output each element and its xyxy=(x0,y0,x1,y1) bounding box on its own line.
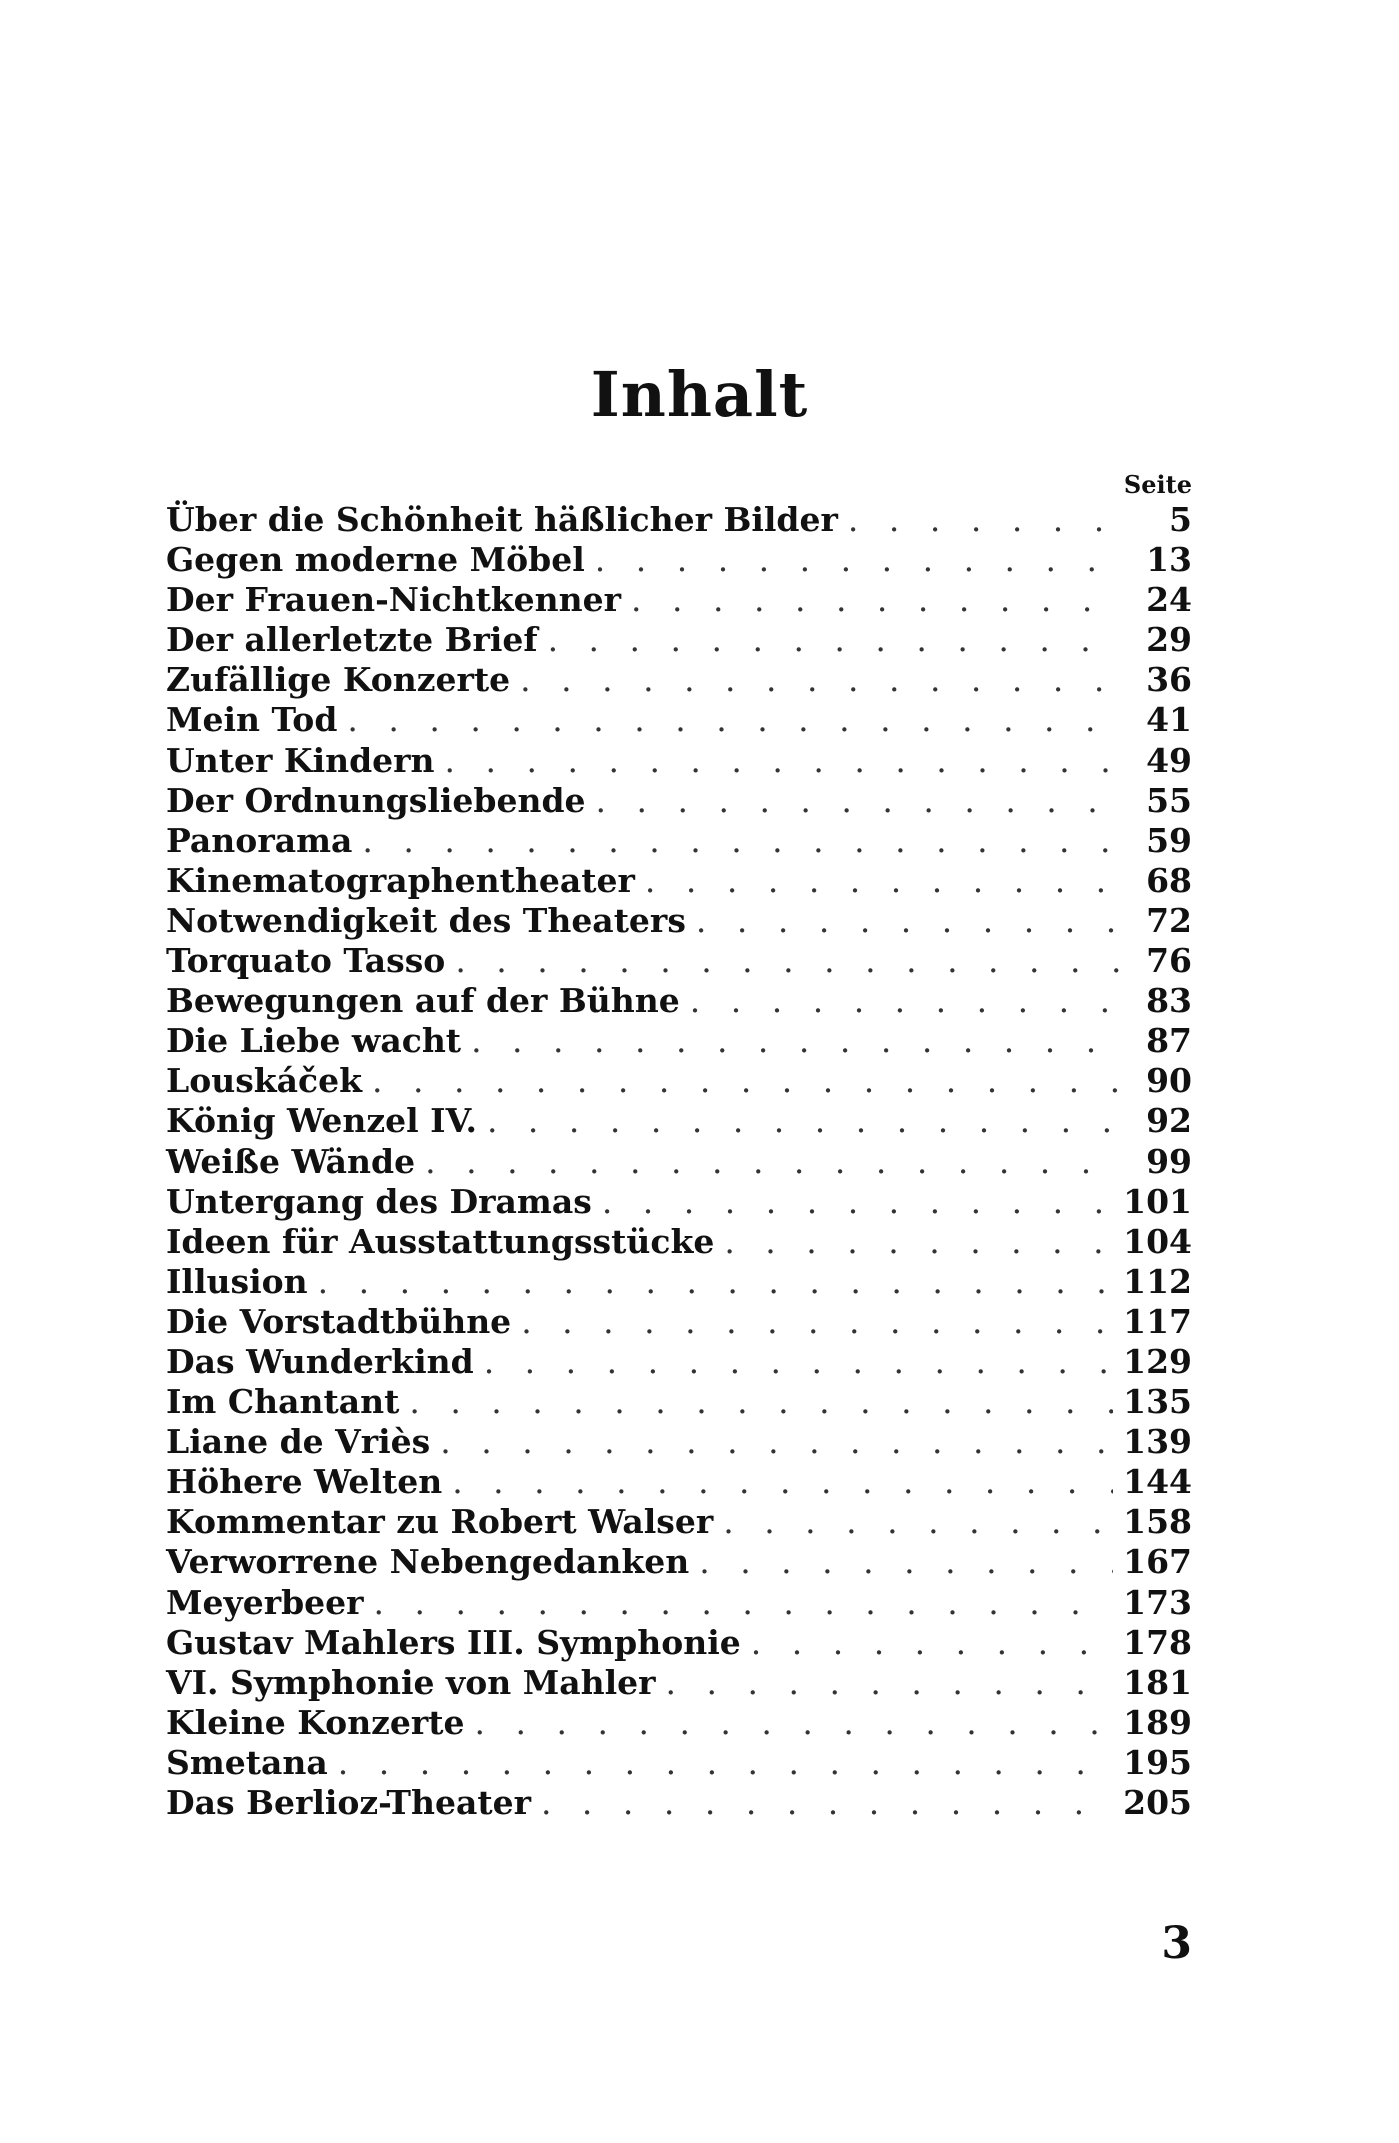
dot-leader xyxy=(475,1703,1114,1743)
dot-leader xyxy=(440,1422,1113,1462)
dot-leader xyxy=(696,901,1122,941)
toc-entry-title: Das Wunderkind xyxy=(166,1341,474,1381)
dot-leader xyxy=(645,861,1122,901)
dot-leader xyxy=(596,781,1122,821)
toc-entry xyxy=(166,1542,1192,1582)
dot-leader xyxy=(455,941,1122,981)
toc-entry-title: Untergang des Dramas xyxy=(166,1181,592,1221)
toc-entry-page: 55 xyxy=(1146,780,1192,820)
dot-leader xyxy=(548,620,1122,660)
toc-entry xyxy=(166,1262,1192,1302)
dot-leader xyxy=(723,1502,1113,1542)
toc-entry-title: Mein Tod xyxy=(166,700,338,740)
dot-leader xyxy=(541,1783,1113,1823)
toc-entry-page: 13 xyxy=(1146,540,1192,580)
dot-leader xyxy=(520,660,1122,700)
toc-entry-page: 72 xyxy=(1146,900,1192,940)
dot-leader xyxy=(338,1743,1113,1783)
toc-entry-page: 101 xyxy=(1123,1181,1192,1221)
dot-leader xyxy=(690,981,1122,1021)
toc-entry xyxy=(166,1783,1192,1823)
toc-entry-title: Kommentar zu Robert Walser xyxy=(166,1502,714,1542)
toc-entry-page: 24 xyxy=(1146,580,1192,620)
toc-entry-title: Unter Kindern xyxy=(166,740,435,780)
dot-leader xyxy=(409,1382,1113,1422)
toc-entry xyxy=(166,941,1192,981)
toc-entry xyxy=(166,861,1192,901)
toc-entry-title: Im Chantant xyxy=(166,1382,400,1422)
dot-leader xyxy=(374,1583,1114,1623)
toc-entry xyxy=(166,1663,1192,1703)
toc-entry-page: 178 xyxy=(1123,1622,1192,1662)
toc-entry xyxy=(166,660,1192,700)
toc-entry-page: 5 xyxy=(1169,500,1192,539)
toc-entry-page: 49 xyxy=(1146,740,1192,780)
toc-entry xyxy=(166,1703,1192,1743)
toc-entry-page: 76 xyxy=(1146,941,1192,981)
dot-leader xyxy=(724,1222,1113,1262)
toc-entry xyxy=(166,1222,1192,1262)
toc-entry-title: Über die Schönheit häßlicher Bilder xyxy=(166,500,838,539)
toc-entry-page: 158 xyxy=(1123,1502,1192,1542)
toc-entry-page: 181 xyxy=(1123,1662,1192,1702)
toc-entry-title: Die Liebe wacht xyxy=(166,1021,462,1061)
toc-entry-title: Zufällige Konzerte xyxy=(166,660,511,700)
toc-entry-title: König Wenzel IV. xyxy=(166,1101,477,1141)
toc-entry xyxy=(166,781,1192,821)
toc-entry xyxy=(166,580,1192,620)
table-of-contents xyxy=(166,500,1192,1823)
toc-entry-page: 173 xyxy=(1123,1582,1192,1622)
toc-entry-title: Gegen moderne Möbel xyxy=(166,540,585,580)
toc-entry-page: 104 xyxy=(1123,1221,1192,1261)
toc-entry xyxy=(166,1382,1192,1422)
toc-entry xyxy=(166,620,1192,660)
toc-entry xyxy=(166,1583,1192,1623)
toc-entry-title: Liane de Vriès xyxy=(166,1422,431,1462)
toc-entry-title: Der allerletzte Brief xyxy=(166,620,538,660)
toc-entry-page: 135 xyxy=(1123,1382,1192,1422)
dot-leader xyxy=(751,1623,1113,1663)
dot-leader xyxy=(666,1663,1114,1703)
toc-entry-page: 167 xyxy=(1123,1542,1192,1582)
dot-leader xyxy=(487,1101,1122,1141)
toc-entry-title: Kleine Konzerte xyxy=(166,1702,465,1742)
toc-entry xyxy=(166,1342,1192,1382)
toc-entry-title: Bewegungen auf der Bühne xyxy=(166,981,680,1021)
dot-leader xyxy=(471,1021,1122,1061)
toc-entry-title: Verworrene Nebengedanken xyxy=(166,1542,690,1582)
toc-entry-page: 129 xyxy=(1123,1341,1192,1381)
toc-entry-title: Höhere Welten xyxy=(166,1462,443,1502)
toc-entry xyxy=(166,821,1192,861)
toc-entry-page: 139 xyxy=(1123,1422,1192,1462)
dot-leader xyxy=(484,1342,1113,1382)
toc-entry-page: 41 xyxy=(1146,700,1192,740)
toc-entry-title: Smetana xyxy=(166,1742,328,1782)
page-column-header: Seite xyxy=(1123,470,1192,499)
toc-entry xyxy=(166,1182,1192,1222)
toc-entry-page: 205 xyxy=(1123,1783,1192,1822)
toc-entry-page: 189 xyxy=(1123,1702,1192,1742)
toc-entry xyxy=(166,1623,1192,1663)
toc-entry xyxy=(166,1142,1192,1182)
toc-entry xyxy=(166,1422,1192,1462)
toc-entry-title: Kinematographentheater xyxy=(166,860,635,900)
toc-entry-page: 59 xyxy=(1146,820,1192,860)
toc-entry-page: 68 xyxy=(1146,860,1192,900)
toc-entry-page: 144 xyxy=(1123,1462,1192,1502)
toc-entry-title: Louskáček xyxy=(166,1061,362,1101)
toc-entry xyxy=(166,540,1192,580)
dot-leader xyxy=(521,1302,1113,1342)
toc-entry-title: Der Ordnungsliebende xyxy=(166,780,586,820)
toc-entry xyxy=(166,1021,1192,1061)
toc-entry-page: 36 xyxy=(1146,660,1192,700)
toc-entry xyxy=(166,1502,1192,1542)
dot-leader xyxy=(699,1542,1113,1582)
toc-entry-page: 83 xyxy=(1146,981,1192,1021)
dot-leader xyxy=(595,540,1122,580)
toc-entry xyxy=(166,500,1192,540)
toc-entry xyxy=(166,1061,1192,1101)
toc-entry-page: 90 xyxy=(1146,1061,1192,1101)
page-number: 3 xyxy=(1161,1918,1192,1969)
toc-entry xyxy=(166,1302,1192,1342)
toc-entry-title: Meyerbeer xyxy=(166,1582,364,1622)
toc-entry xyxy=(166,741,1192,781)
toc-entry-title: Der Frauen-Nichtkenner xyxy=(166,580,622,620)
toc-entry-page: 99 xyxy=(1146,1141,1192,1181)
dot-leader xyxy=(452,1462,1113,1502)
toc-entry xyxy=(166,981,1192,1021)
toc-entry-title: Torquato Tasso xyxy=(166,941,446,981)
toc-entry-title: Weiße Wände xyxy=(166,1141,416,1181)
dot-leader xyxy=(848,500,1122,540)
toc-entry xyxy=(166,1101,1192,1141)
toc-entry-title: Notwendigkeit des Theaters xyxy=(166,900,686,940)
toc-entry xyxy=(166,1462,1192,1502)
toc-entry-title: VI. Symphonie von Mahler xyxy=(166,1662,656,1702)
toc-entry-title: Das Berlioz-Theater xyxy=(166,1783,531,1822)
dot-leader xyxy=(631,580,1122,620)
toc-entry-page: 29 xyxy=(1146,620,1192,660)
dot-leader xyxy=(372,1061,1122,1101)
toc-entry-page: 195 xyxy=(1123,1742,1192,1782)
toc-entry-title: Ideen für Ausstattungsstücke xyxy=(166,1221,715,1261)
toc-entry xyxy=(166,901,1192,941)
toc-entry-title: Gustav Mahlers III. Symphonie xyxy=(166,1622,741,1662)
toc-entry-title: Die Vorstadtbühne xyxy=(166,1301,512,1341)
toc-entry-page: 112 xyxy=(1123,1261,1192,1301)
dot-leader xyxy=(318,1262,1113,1302)
dot-leader xyxy=(445,741,1122,781)
dot-leader xyxy=(347,700,1122,740)
dot-leader xyxy=(362,821,1122,861)
dot-leader xyxy=(425,1142,1122,1182)
toc-entry-page: 87 xyxy=(1146,1021,1192,1061)
toc-entry xyxy=(166,1743,1192,1783)
dot-leader xyxy=(602,1182,1113,1222)
toc-entry-title: Panorama xyxy=(166,820,353,860)
toc-entry-page: 117 xyxy=(1123,1301,1192,1341)
toc-entry xyxy=(166,700,1192,740)
toc-entry-page: 92 xyxy=(1146,1101,1192,1141)
toc-entry-title: Illusion xyxy=(166,1261,308,1301)
page-title: Inhalt xyxy=(590,358,809,431)
